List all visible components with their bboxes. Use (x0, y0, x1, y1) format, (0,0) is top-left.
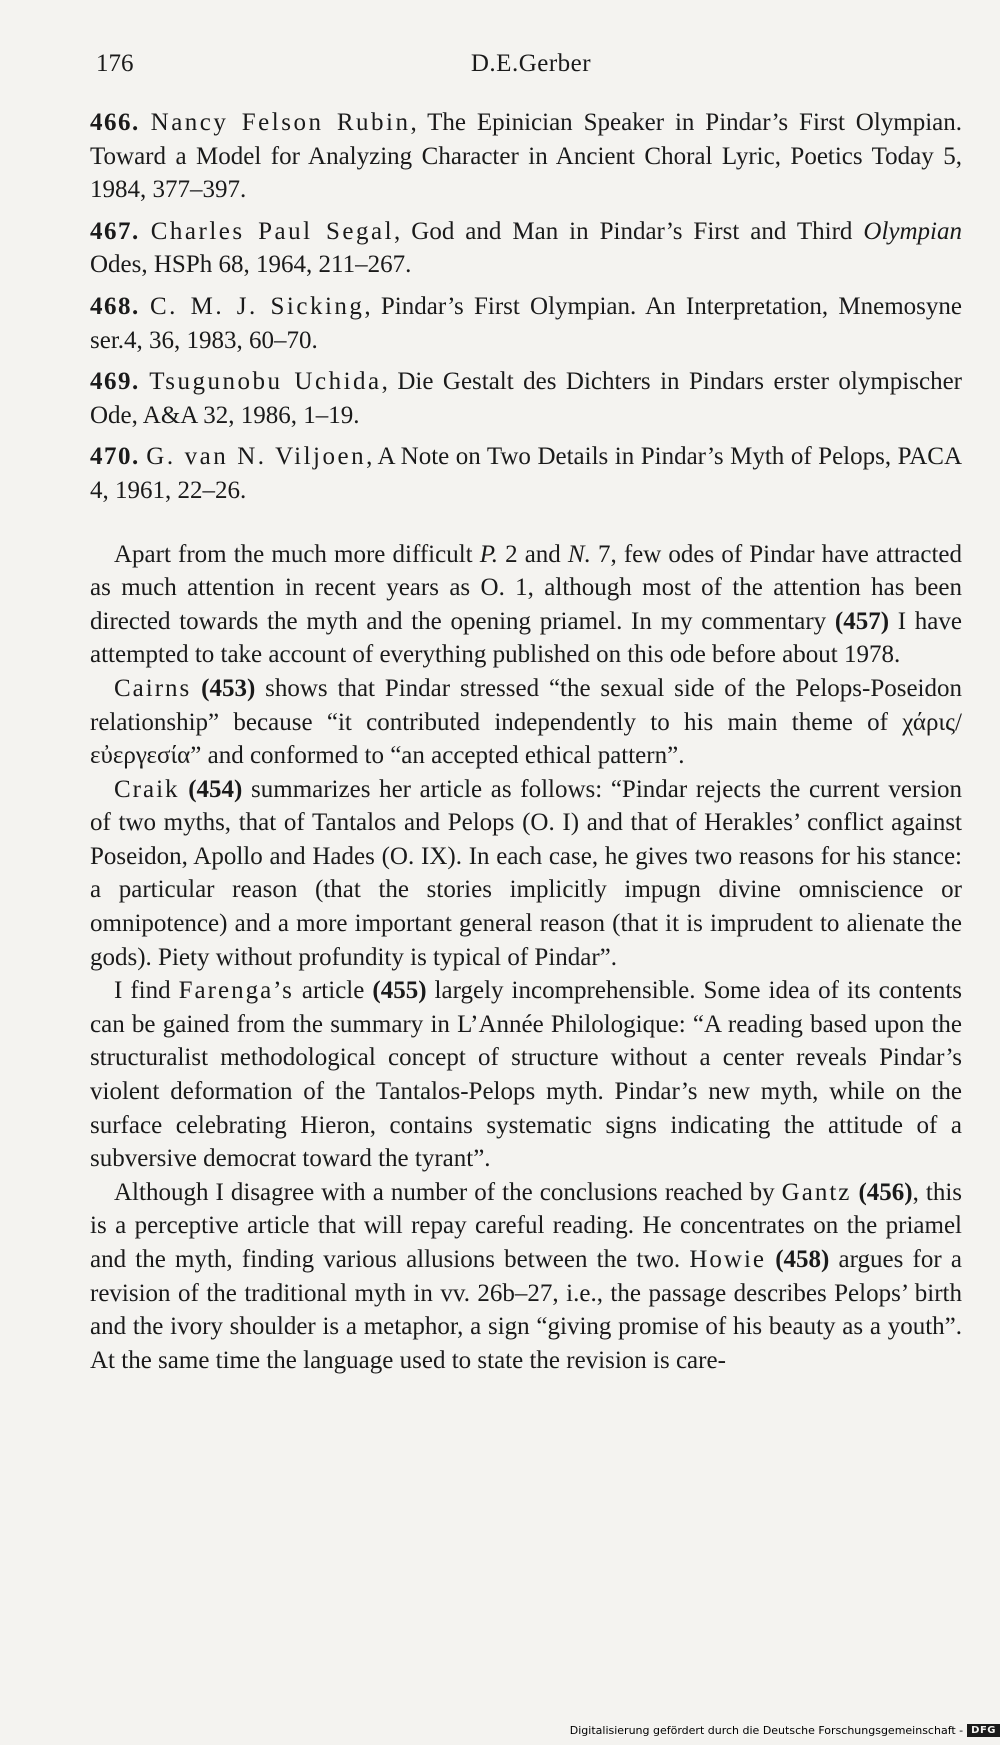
entry-author: Tsugunobu Uchida (149, 368, 382, 396)
bibliography-entry-467 (90, 215, 962, 282)
text-run: shows that Pindar stressed “the sexual side of the Pelops-Poseidon relationship” because “it contributed independently to his main theme of χάρις/εὐεργεσία” and conformed to “an accepted ethical pattern”. (90, 674, 963, 770)
paragraph-intro (90, 538, 962, 672)
digitization-footer (570, 1721, 1000, 1739)
author-name: Craik (114, 775, 180, 803)
footer-credit: Digitalisierung gefördert durch die Deutsche Forschungsgemeinschaft - (569, 1723, 964, 1737)
author-name: Farenga’s (178, 977, 294, 1005)
bibliography-entry-466 (90, 106, 962, 207)
author-name: Howie (689, 1246, 766, 1273)
reference-number: (458) (775, 1246, 830, 1273)
entry-author: G. van N. Viljoen (146, 443, 367, 471)
text-run: , this is a perceptive article that will repay careful reading. He concentrates on the priamel and the myth, finding various allusions between the two. (90, 1178, 963, 1273)
entry-number: 467. (90, 217, 140, 245)
entry-italic-title: Olympian (863, 217, 963, 245)
entry-number: 468. (90, 292, 140, 320)
text-run: article (293, 977, 373, 1005)
reference-number: (454) (188, 775, 243, 803)
entry-number: 469. (90, 368, 140, 396)
bibliography-list (90, 106, 962, 508)
entry-text-end: Odes, HSPh 68, 1964, 211–267. (90, 251, 412, 279)
running-title: D.E.Gerber (470, 50, 592, 77)
reference-number: (455) (372, 977, 427, 1005)
text-run: largely incomprehensible. Some idea of its contents can be gained from the summary in L’Année Philologique: “A reading based upon the structuralist methodological concept of structure without a center reveals Pindar’s violent deformation of the Tantalos-Pelops myth. Pindar’s new myth, while on the surface celebrating Hieron, contains systematic signs indicating the attitude of a subversive democrat toward the tyrant”. (90, 977, 962, 1173)
page-header (96, 50, 966, 86)
page-body (90, 106, 962, 1377)
entry-text: , The Epinician Speaker in Pindar’s First Olympian. Toward a Model for Analyzing Character in Ancient Choral Lyric, Poetics Today 5, 1984, 377–397. (90, 109, 963, 204)
text-run: Although I disagree with a number of the conclusions reached by (114, 1178, 782, 1206)
author-name: Cairns (114, 674, 192, 702)
text-run: 7, few odes of Pindar have attracted as much attention in recent years as O. 1, although most of the attention has been directed towards the myth and the opening priamel. In my commentary (90, 540, 962, 635)
paragraph-gantz-howie (90, 1176, 962, 1378)
entry-text: , Die Gestalt des Dichters in Pindars erster olympischer Ode, A&A 32, 1986, 1–19. (90, 368, 962, 429)
page-number: 176 (96, 50, 134, 77)
entry-author: C. M. J. Sicking (149, 292, 365, 320)
paragraph-craik (90, 773, 962, 975)
text-run: 2 and (498, 540, 568, 568)
entry-author: Nancy Felson Rubin (150, 109, 411, 136)
entry-number: 466. (90, 109, 140, 136)
italic-run: P. (479, 540, 498, 568)
bibliography-entry-470 (90, 440, 962, 507)
text-run: summarizes her article as follows: “Pindar rejects the current version of two myths, that of Tantalos and Pelops (O. I) and that of Herakles’ conflict against Poseidon, Apollo and Hades (O. IX). In each case, he gives two reasons for his stance: a particular reason (that the stories implicitly impugn divine omniscience or omnipotence) and a more important general reason (that it is imprudent to alienate the gods). Piety without profundity is typical of Pindar”. (90, 775, 962, 971)
reference-number: (456) (858, 1178, 913, 1206)
dfg-logo: DFG (967, 1724, 1000, 1737)
entry-text: , God and Man in Pindar’s First and Third (394, 217, 864, 245)
bibliography-entry-469 (90, 365, 962, 432)
italic-run: N. (567, 540, 591, 568)
entry-text: , Pindar’s First Olympian. An Interpretation, Mnemosyne ser.4, 36, 1983, 60–70. (90, 292, 962, 354)
text-run: I have attempted to take account of everything published on this ode before about 1978. (90, 607, 962, 669)
reference-number: (457) (834, 607, 890, 635)
paragraph-farenga (90, 974, 962, 1176)
bibliography-entry-468 (90, 290, 962, 357)
author-name: Gantz (781, 1178, 852, 1206)
reference-number: (453) (201, 674, 256, 702)
entry-author: Charles Paul Segal (150, 217, 395, 245)
text-run: argues for a revision of the traditional myth in vv. 26b–27, i.e., the passage describes Pelops’ birth and the ivory shoulder is a metaphor, a sign “giving promise of his beauty as a youth”. At the same time the language used to state the revision is care- (90, 1246, 962, 1374)
entry-number: 470. (90, 443, 140, 471)
entry-text: , A Note on Two Details in Pindar’s Myth of Pelops, PACA 4, 1961, 22–26. (90, 443, 963, 504)
text-run: I find (114, 977, 179, 1005)
paragraph-cairns (90, 672, 962, 773)
text-run: Apart from the much more difficult (114, 540, 480, 568)
